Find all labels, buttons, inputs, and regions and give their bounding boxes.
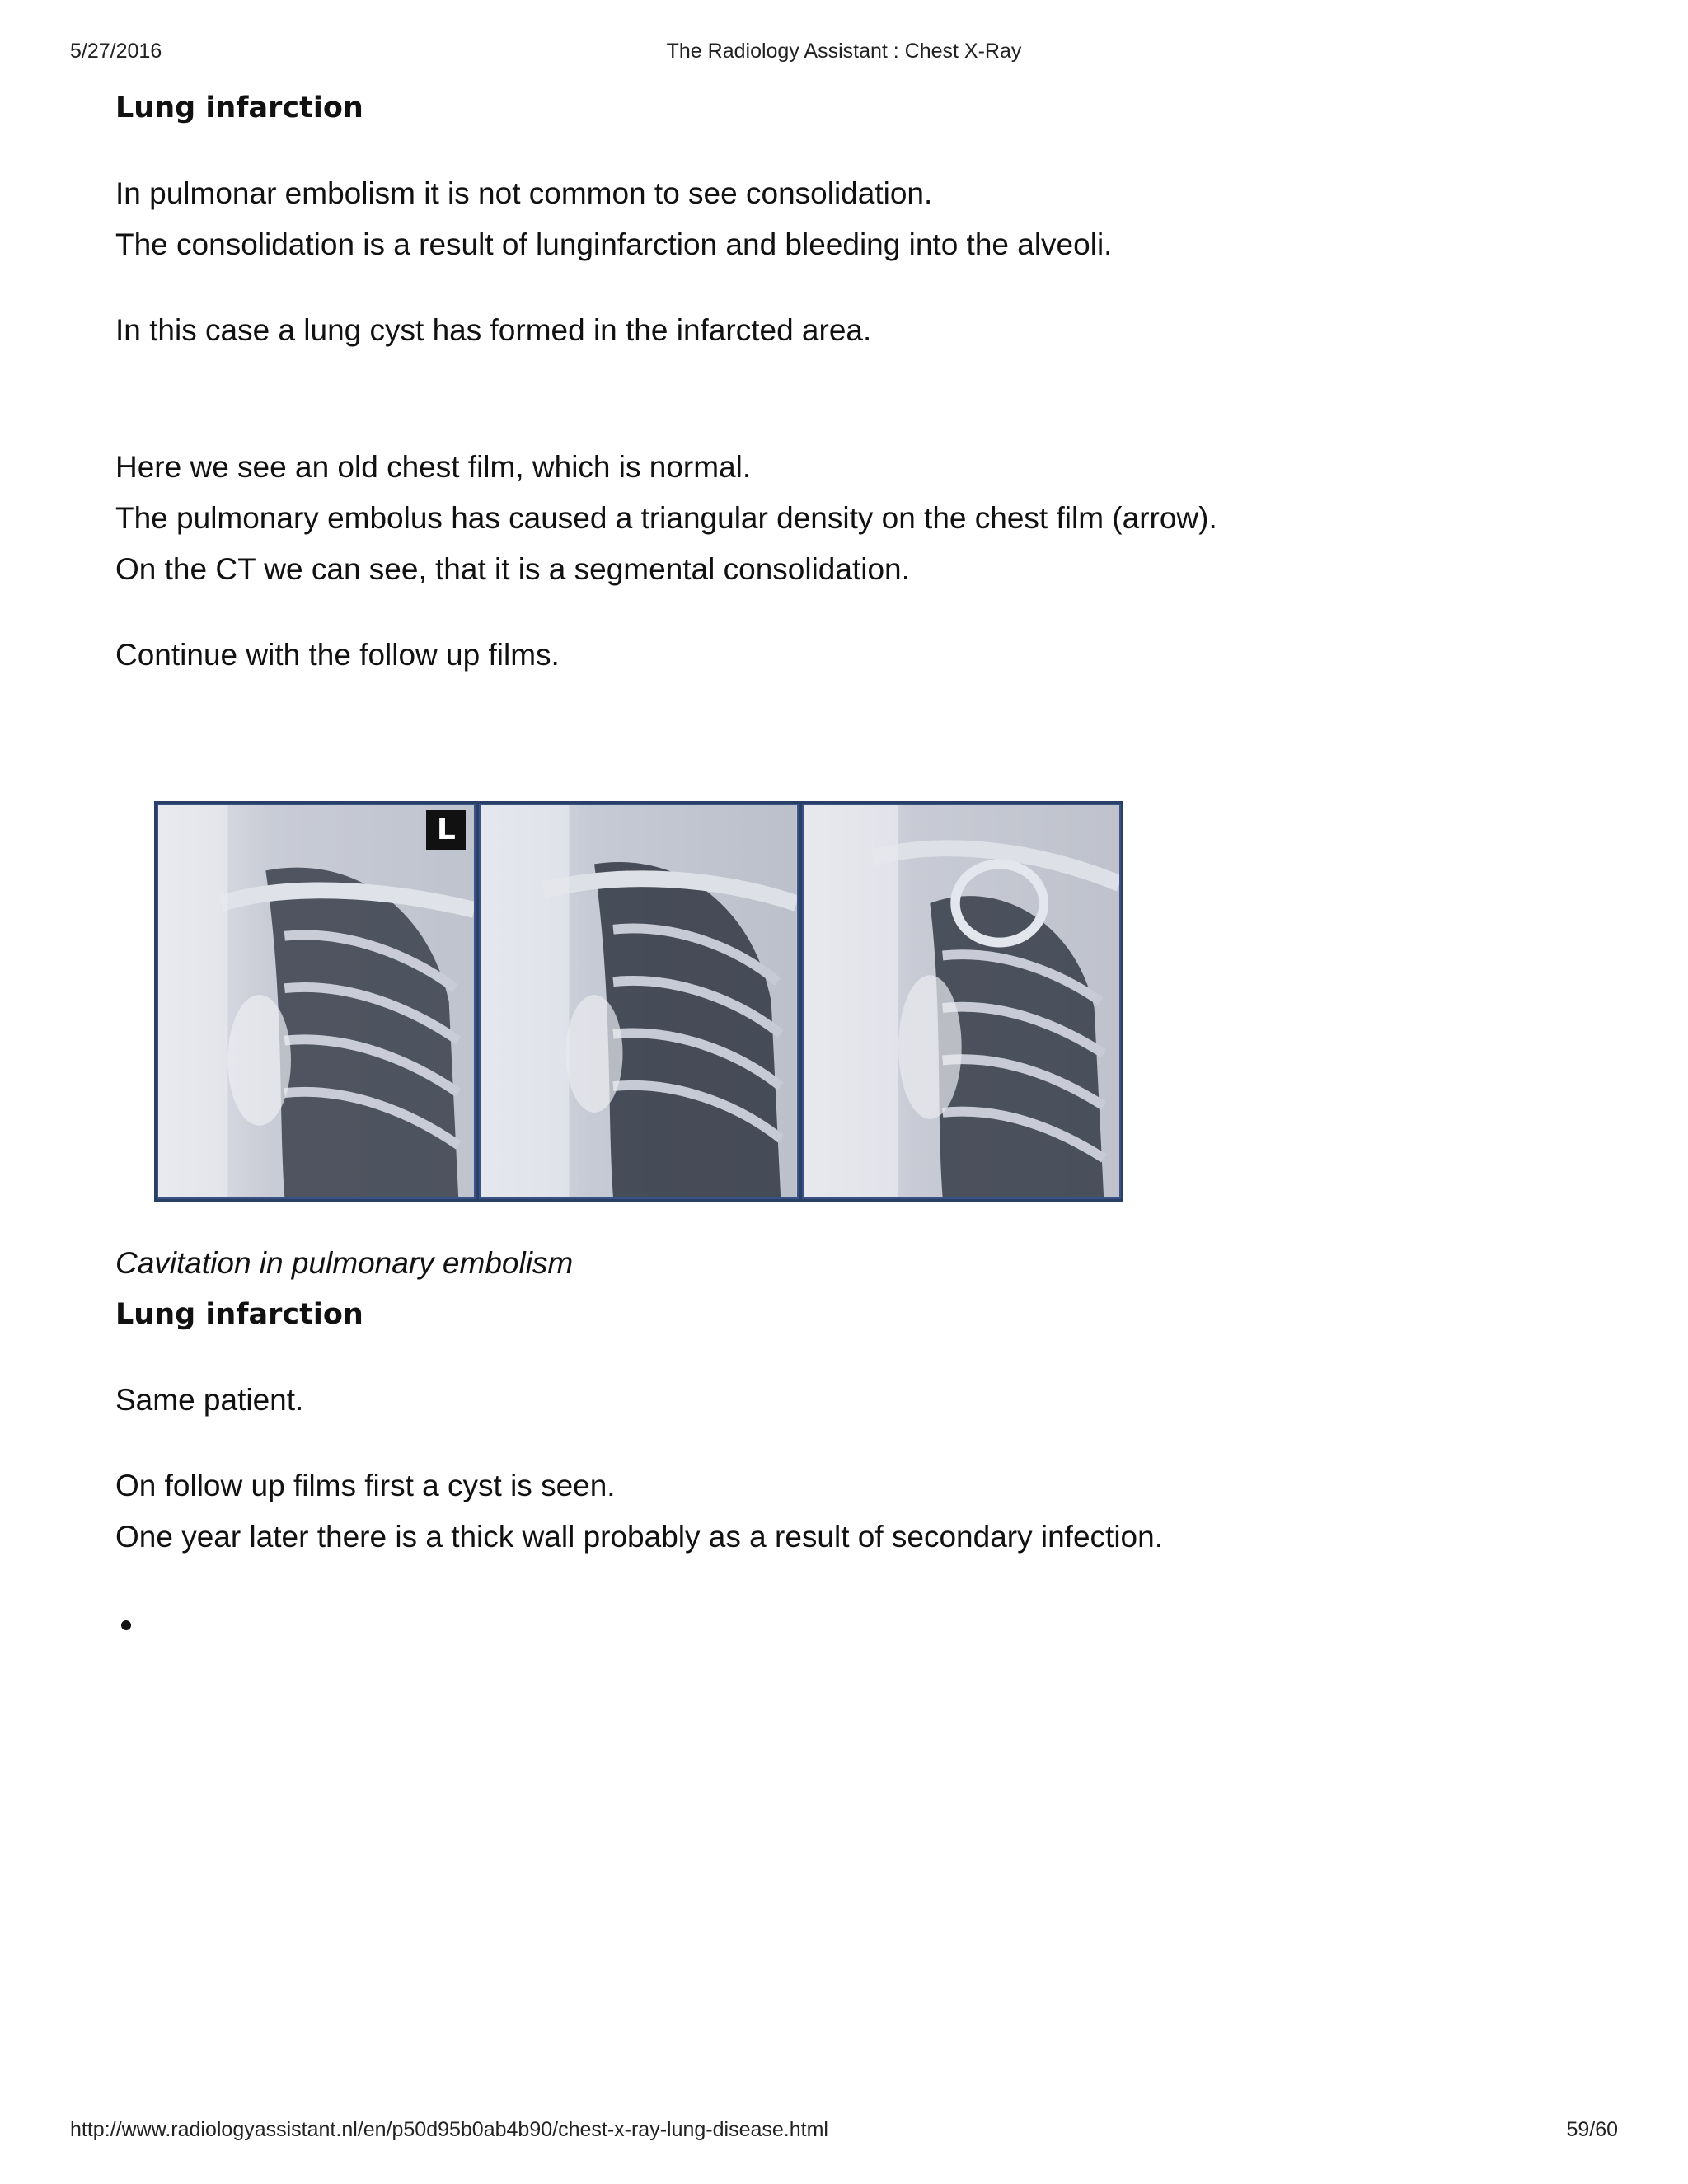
xray-image-2-graphic: [481, 805, 796, 1197]
bullet-list: [115, 1597, 1566, 1648]
section-heading: Lung infarction: [115, 1298, 363, 1331]
paragraph: The consolidation is a result of lunginfarction and bleeding into the alveoli.: [115, 227, 1113, 261]
xray-image-2: [479, 804, 798, 1199]
section-heading: Lung infarction: [115, 91, 363, 124]
paragraph: In this case a lung cyst has formed in the infarcted area.: [115, 313, 872, 347]
figure-caption: Cavitation in pulmonary embolism: [115, 1246, 574, 1280]
paragraph: Continue with the follow up films.: [115, 638, 560, 672]
article-content: [115, 82, 1566, 1648]
page-url: http://www.radiologyassistant.nl/en/p50d95b0ab4b90/chest-x-ray-lung-disease.html: [70, 2118, 828, 2141]
xray-image-1: [157, 804, 476, 1199]
paragraph: The pulmonary embolus has caused a triangular density on the chest film (arrow).: [115, 501, 1217, 535]
print-title: The Radiology Assistant : Chest X-Ray: [666, 40, 1022, 63]
print-date: 5/27/2016: [70, 40, 162, 63]
print-header: [70, 40, 1618, 69]
paragraph: On the CT we can see, that it is a segmental consolidation.: [115, 552, 910, 586]
xray-image-1-graphic: [158, 805, 474, 1197]
print-footer: [70, 2118, 1618, 2148]
paragraph: In pulmonar embolism it is not common to see consolidation.: [115, 176, 933, 210]
paragraph: One year later there is a thick wall probably as a result of secondary infection.: [115, 1520, 1163, 1554]
page-number: 59/60: [1566, 2118, 1618, 2141]
xray-image-3-graphic: [804, 805, 1119, 1197]
xray-image-3: [802, 804, 1121, 1199]
paragraph: Same patient.: [115, 1383, 304, 1417]
left-side-marker: L: [426, 810, 466, 850]
paragraph: Here we see an old chest film, which is normal.: [115, 450, 752, 484]
chest-xray-figure: [154, 801, 1123, 1202]
paragraph: On follow up films first a cyst is seen.: [115, 1469, 616, 1502]
list-item: [115, 1597, 1566, 1648]
